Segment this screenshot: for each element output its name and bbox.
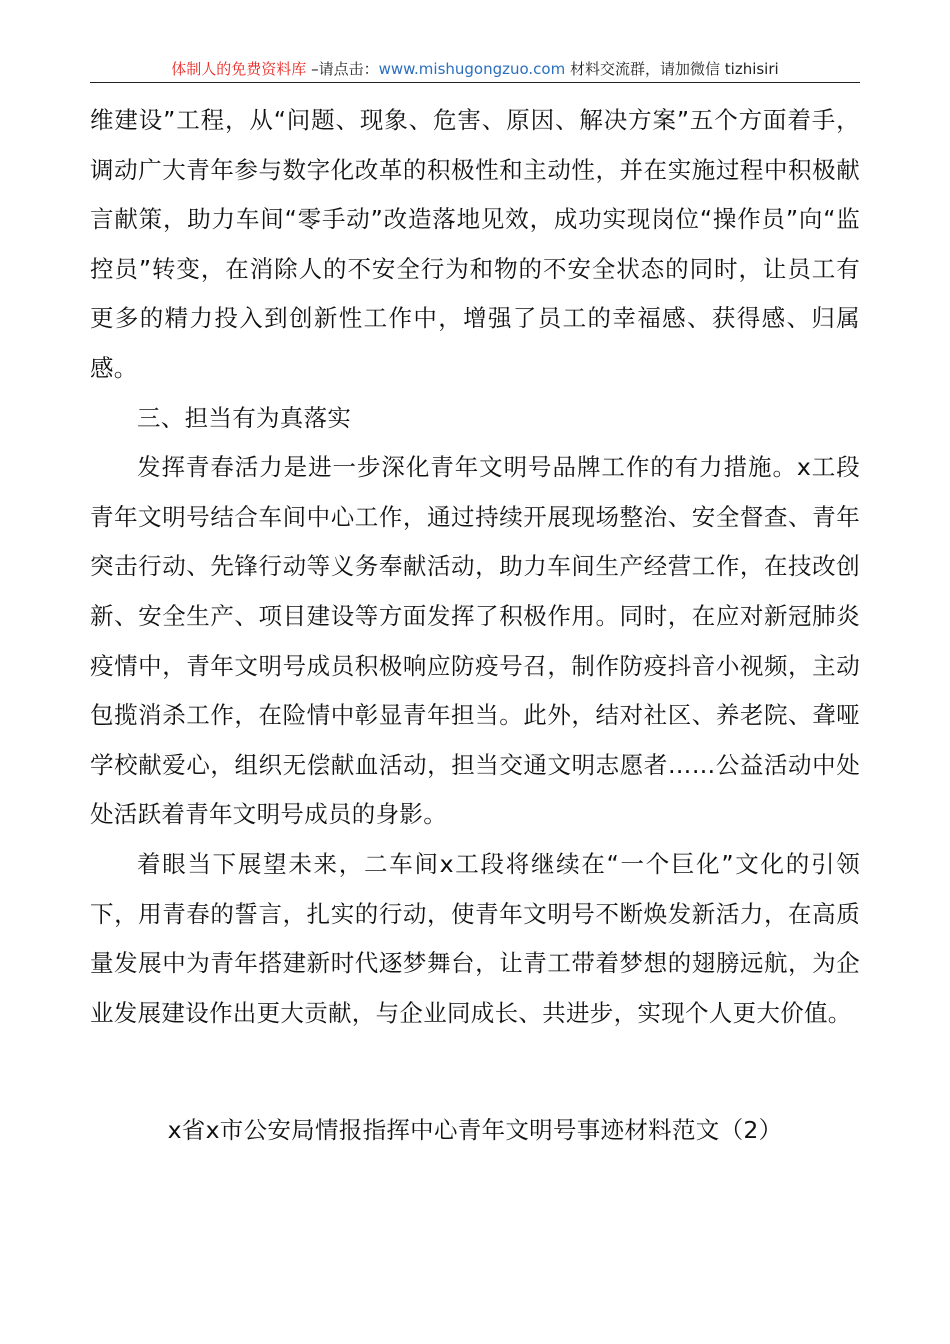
header-prompt-text: –请点击：: [306, 60, 379, 78]
header-brand-text: 体制人的免费资料库: [171, 60, 307, 78]
section-heading: 三、担当有为真落实: [137, 403, 352, 432]
paragraph: 着眼当下展望未来，二车间x工段将继续在“一个巨化”文化的引领下，用青春的誓言，扎实的行动，使青年文明号不断焕发新活力，在高质量发展中为青年搭建新时代逐梦舞台，让青工带着梦想的翅膀远航，为企业发展建设作出更大贡献，与企业同成长、共进步，实现个人更大价值。: [90, 849, 860, 1027]
paragraph-continued: 维建设”工程，从“问题、现象、危害、原因、解决方案”五个方面着手，调动广大青年参与数字化改革的积极性和主动性，并在实施过程中积极献言献策，助力车间“零手动”改造落地见效，成功实现岗位“操作员”向“监控员”转变，在消除人的不安全行为和物的不安全状态的同时，让员工有更多的精力投入到创新性工作中，增强了员工的幸福感、获得感、归属感。: [90, 106, 860, 382]
next-document-title: x省x市公安局情报指挥中心青年文明号事迹材料范文（2）: [167, 1116, 783, 1144]
header-contact-text: 材料交流群，请加微信 tizhisiri: [565, 60, 779, 78]
header-website-link[interactable]: www.mishugongzuo.com: [378, 60, 566, 78]
page-header: [90, 56, 860, 83]
document-body: [90, 96, 860, 1038]
paragraph: 发挥青春活力是进一步深化青年文明号品牌工作的有力措施。x工段青年文明号结合车间中心工作，通过持续开展现场整治、安全督查、青年突击行动、先锋行动等义务奉献活动，助力车间生产经营工作，在技改创新、安全生产、项目建设等方面发挥了积极作用。同时，在应对新冠肺炎疫情中，青年文明号成员积极响应防疫号召，制作防疫抖音小视频，主动包揽消杀工作，在险情中彰显青年担当。此外，结对社区、养老院、聋哑学校献爱心，组织无偿献血活动，担当交通文明志愿者……公益活动中处处活跃着青年文明号成员的身影。: [90, 453, 860, 829]
